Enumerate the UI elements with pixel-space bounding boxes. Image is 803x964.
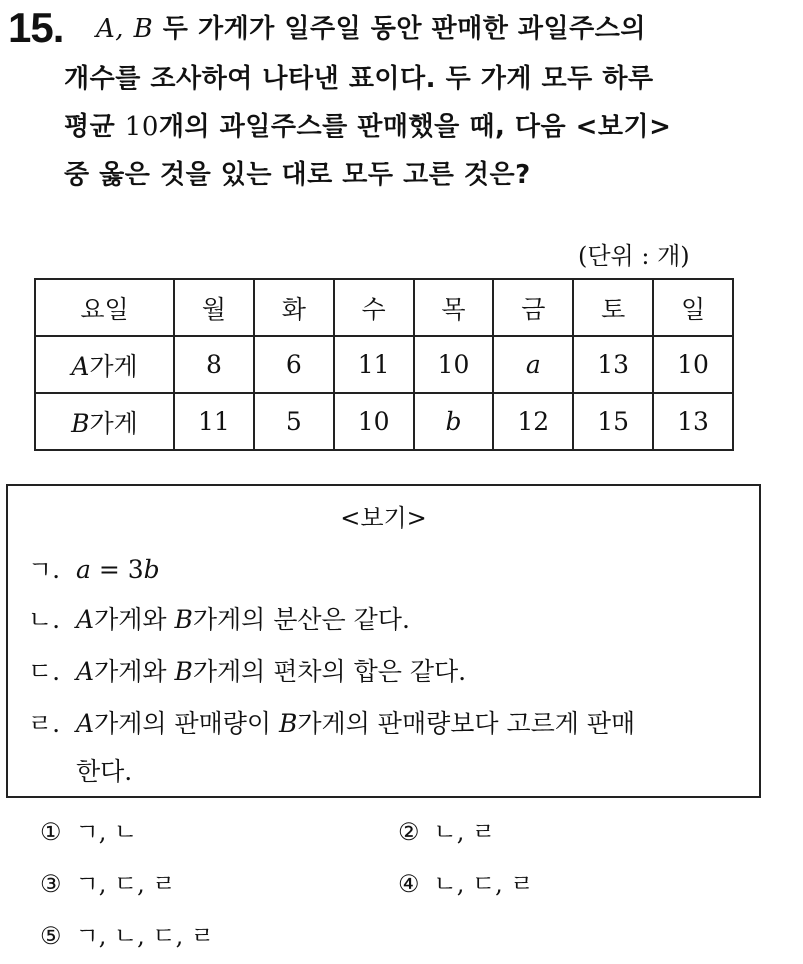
- question-line-4: 중 옳은 것을 있는 대로 모두 고른 것은?: [64, 160, 531, 190]
- header-day: 수: [334, 279, 414, 336]
- header-day: 월: [174, 279, 254, 336]
- choice-3[interactable]: [40, 864, 176, 899]
- bogi-var: B: [174, 657, 193, 686]
- choice-text: ㄴ, ㄹ: [433, 818, 496, 846]
- choice-1[interactable]: [40, 812, 137, 847]
- bogi-text: 가게의 판매량보다 고르게 판매: [297, 709, 636, 738]
- table-cell: 10: [334, 393, 414, 450]
- bogi-text: = 3: [90, 555, 144, 584]
- question-line-1: [96, 14, 646, 44]
- table-cell: 12: [493, 393, 573, 450]
- store-suffix: 가게: [89, 351, 138, 381]
- bogi-var: A: [76, 657, 95, 686]
- bogi-item-3: [28, 652, 466, 688]
- bogi-item-4-continuation: 한다.: [76, 757, 133, 786]
- store-var: A: [71, 351, 90, 381]
- choice-5[interactable]: [40, 916, 214, 951]
- bogi-item-label: ㄹ.: [28, 709, 61, 738]
- var-a: A,: [96, 14, 125, 44]
- table-cell: b: [414, 393, 494, 450]
- choice-text: ㄱ, ㄴ: [75, 818, 138, 846]
- header-day: 화: [254, 279, 334, 336]
- row-label-b: [35, 393, 174, 450]
- question-line-3: [64, 112, 671, 142]
- bogi-text: 가게의 판매량이: [94, 709, 280, 738]
- bogi-item-label: ㄴ.: [28, 605, 61, 634]
- bogi-var: b: [143, 555, 160, 584]
- store-var: B: [71, 408, 90, 438]
- bogi-var: a: [76, 555, 91, 584]
- bogi-item-1: [28, 550, 160, 586]
- table-cell: 15: [573, 393, 653, 450]
- choice-text: ㄱ, ㄷ, ㄹ: [75, 870, 176, 898]
- unit-label: (단위 : 개): [578, 242, 690, 270]
- choice-mark: ④: [398, 870, 420, 898]
- table-row-b: [35, 393, 733, 450]
- question-line-1-text: 두 가게가 일주일 동안 판매한 과일주스의: [162, 14, 647, 44]
- bogi-text: 가게의 편차의 합은 같다.: [192, 657, 467, 686]
- question-line-2: 개수를 조사하여 나타낸 표이다. 두 가게 모두 하루: [64, 64, 654, 94]
- header-day-label: 요일: [35, 279, 174, 336]
- var-b: B: [133, 14, 154, 44]
- choice-mark: ⑤: [40, 922, 62, 950]
- table-cell: 11: [174, 393, 254, 450]
- row-label-a: [35, 336, 174, 393]
- line3-number: 10: [124, 112, 159, 142]
- bogi-item-label: ㄱ.: [28, 555, 61, 584]
- bogi-var: A: [76, 709, 95, 738]
- table-cell: 5: [254, 393, 334, 450]
- bogi-box: [6, 484, 761, 798]
- table-cell: 11: [334, 336, 414, 393]
- choice-text: ㄱ, ㄴ, ㄷ, ㄹ: [75, 922, 215, 950]
- bogi-text: 가게와: [94, 657, 175, 686]
- choice-mark: ③: [40, 870, 62, 898]
- table-cell: 8: [174, 336, 254, 393]
- table-cell: 13: [573, 336, 653, 393]
- bogi-item-2: [28, 600, 410, 636]
- header-day: 토: [573, 279, 653, 336]
- choice-2[interactable]: [398, 812, 495, 847]
- table-cell: 10: [653, 336, 733, 393]
- header-day: 목: [414, 279, 494, 336]
- table-row-a: [35, 336, 733, 393]
- table-cell: 13: [653, 393, 733, 450]
- bogi-text: 가게와: [94, 605, 175, 634]
- line3-before: 평균: [64, 112, 116, 142]
- header-day: 금: [493, 279, 573, 336]
- table-cell: 6: [254, 336, 334, 393]
- table-cell: a: [493, 336, 573, 393]
- choice-mark: ①: [40, 818, 62, 846]
- bogi-item-label: ㄷ.: [28, 657, 61, 686]
- table-header-row: [35, 279, 733, 336]
- bogi-var: A: [76, 605, 95, 634]
- bogi-title: <보기>: [340, 504, 427, 532]
- line3-after: 개의 과일주스를 판매했을 때, 다음 <보기>: [158, 112, 672, 142]
- header-day: 일: [653, 279, 733, 336]
- bogi-var: B: [279, 709, 298, 738]
- bogi-item-4: [28, 704, 635, 740]
- question-number: 15.: [8, 4, 64, 51]
- choice-mark: ②: [398, 818, 420, 846]
- sales-table: [34, 278, 734, 451]
- table-cell: 10: [414, 336, 494, 393]
- bogi-var: B: [174, 605, 193, 634]
- store-suffix: 가게: [89, 408, 138, 438]
- choice-text: ㄴ, ㄷ, ㄹ: [433, 870, 534, 898]
- choice-4[interactable]: [398, 864, 534, 899]
- bogi-text: 가게의 분산은 같다.: [192, 605, 410, 634]
